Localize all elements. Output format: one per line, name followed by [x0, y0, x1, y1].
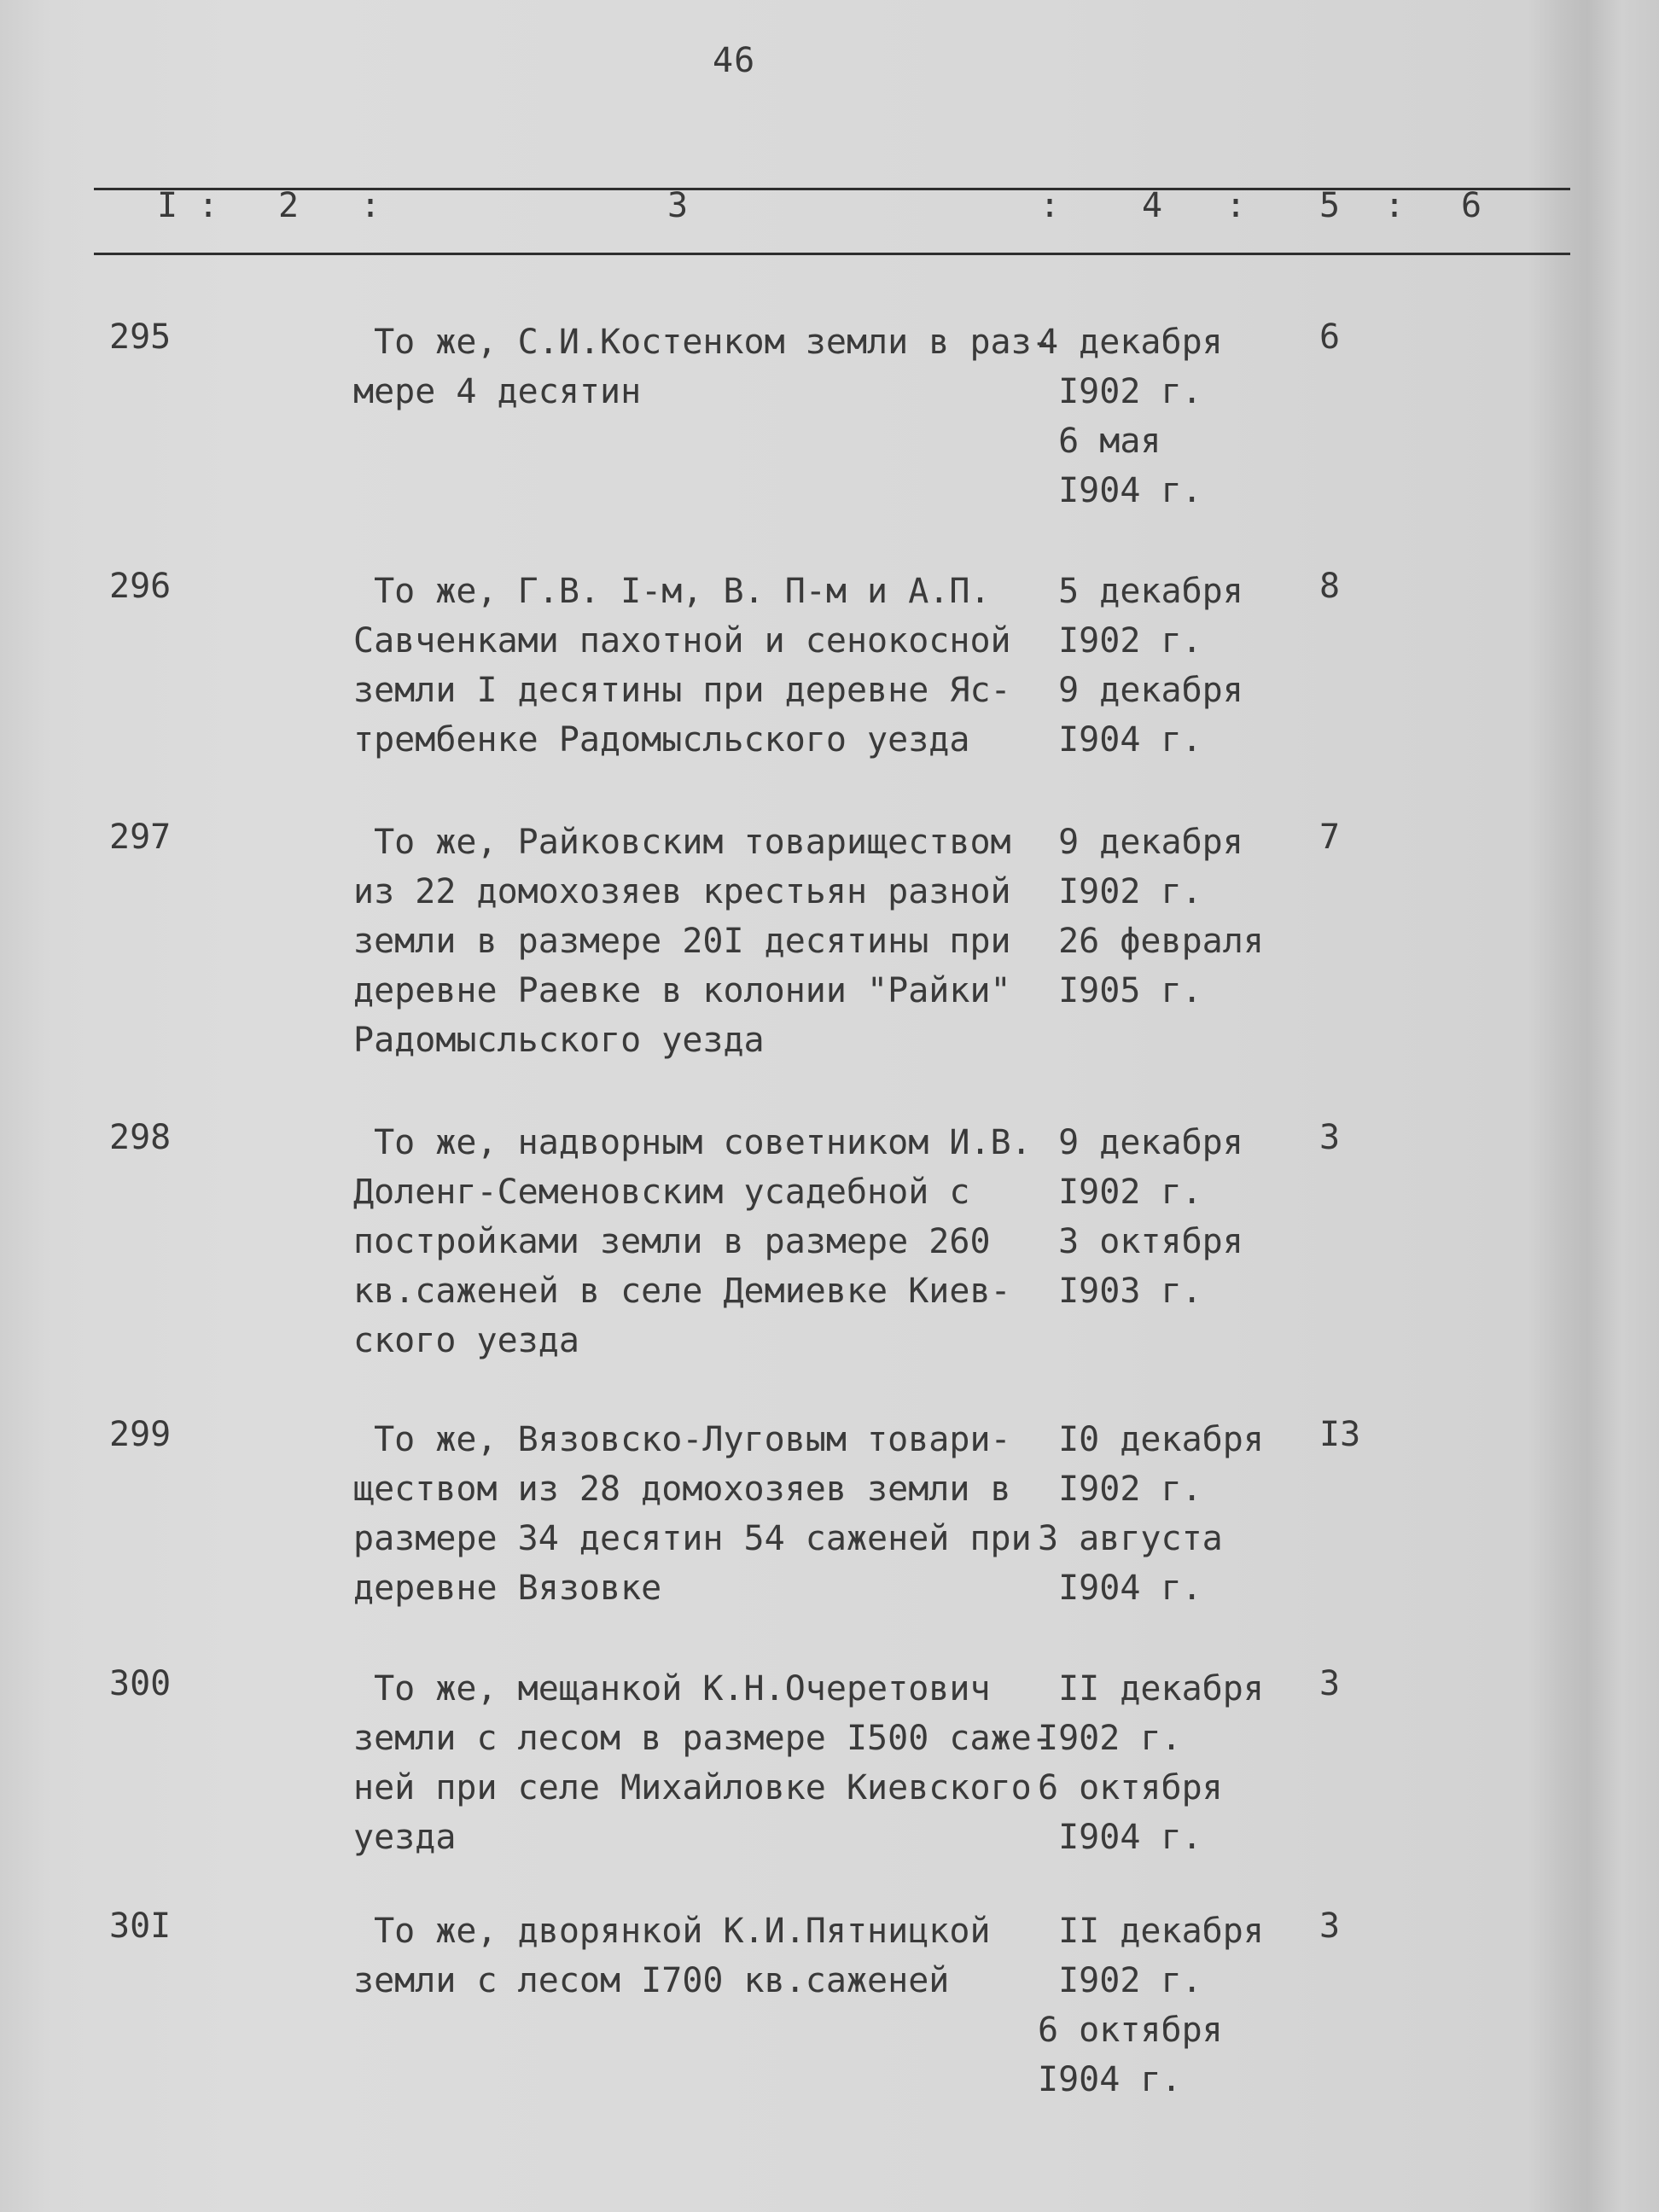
- row-description: [353, 317, 1052, 416]
- date-line: 5 декабря: [1038, 572, 1243, 611]
- date-line: 3 октября: [1038, 1222, 1243, 1261]
- date-line: II декабря: [1038, 1669, 1264, 1708]
- description-line: из 22 домохозяев крестьян разной: [353, 872, 1011, 911]
- row-description: [353, 1664, 1052, 1862]
- date-line: I904 г.: [1038, 471, 1202, 510]
- header-col-5: 5: [1319, 186, 1341, 225]
- row-description: [353, 1415, 1032, 1613]
- description-line: трембенке Радомысльского уезда: [353, 720, 970, 760]
- row-number: 299: [109, 1415, 172, 1454]
- row-dates: [1038, 1906, 1264, 2104]
- row-dates: [1038, 1415, 1264, 1613]
- header-bottom-rule: [94, 253, 1570, 255]
- row-leaves: 7: [1319, 818, 1341, 857]
- description-line: То же, Райковским товариществом: [353, 823, 1011, 862]
- row-leaves: 3: [1319, 1906, 1341, 1946]
- date-line: I902 г.: [1038, 1961, 1202, 2000]
- row-number: 300: [109, 1664, 172, 1703]
- date-line: I0 декабря: [1038, 1420, 1264, 1459]
- description-line: ществом из 28 домохозяев земли в: [353, 1470, 1011, 1509]
- date-line: 6 октября: [1038, 2011, 1223, 2050]
- description-line: земли I десятины при деревне Яс-: [353, 671, 1011, 710]
- description-line: мере 4 десятин: [353, 372, 642, 411]
- description-line: Радомысльского уезда: [353, 1021, 765, 1060]
- date-line: I903 г.: [1038, 1272, 1202, 1311]
- description-line: То же, дворянкой К.И.Пятницкой: [353, 1912, 991, 1951]
- row-description: [353, 567, 1027, 765]
- row-leaves: 3: [1319, 1118, 1341, 1157]
- page-number: 46: [713, 41, 756, 80]
- date-line: I904 г.: [1038, 1569, 1202, 1608]
- date-line: 6 мая: [1038, 422, 1161, 461]
- description-line: земли в размере 20I десятины при: [353, 922, 1011, 961]
- description-line: Доленг-Семеновским усадебной с: [353, 1173, 970, 1212]
- header-separator: :: [198, 186, 219, 225]
- date-line: I902 г.: [1038, 1470, 1202, 1509]
- row-dates: [1038, 1664, 1264, 1862]
- row-description: [353, 1118, 1032, 1365]
- header-col-1: I: [157, 186, 178, 225]
- header-top-rule: [94, 188, 1570, 190]
- date-line: 9 декабря: [1038, 1123, 1243, 1162]
- description-line: кв.саженей в селе Демиевке Киев-: [353, 1272, 1011, 1311]
- row-description: [353, 1906, 1027, 2005]
- description-line: земли с лесом в размере I500 саже-: [353, 1719, 1052, 1758]
- date-line: 9 декабря: [1038, 671, 1243, 710]
- row-number: 295: [109, 317, 172, 357]
- row-number: 298: [109, 1118, 172, 1157]
- date-line: I905 г.: [1038, 971, 1202, 1010]
- header-separator: :: [1225, 186, 1247, 225]
- description-line: деревне Раевке в колонии "Райки": [353, 971, 1011, 1010]
- row-number: 30I: [109, 1906, 172, 1946]
- date-line: I904 г.: [1038, 2060, 1182, 2099]
- description-line: размере 34 десятин 54 саженей при: [353, 1519, 1032, 1558]
- description-line: ней при селе Михайловке Киевского: [353, 1768, 1032, 1807]
- header-col-3: 3: [667, 186, 689, 225]
- row-number: 297: [109, 818, 172, 857]
- description-line: уезда: [353, 1818, 457, 1857]
- description-line: земли с лесом I700 кв.саженей: [353, 1961, 950, 2000]
- row-dates: [1038, 818, 1264, 1016]
- row-dates: [1038, 1118, 1243, 1316]
- date-line: I902 г.: [1038, 872, 1202, 911]
- header-separator: :: [1384, 186, 1406, 225]
- header-separator: :: [360, 186, 381, 225]
- date-line: I904 г.: [1038, 720, 1202, 760]
- row-leaves: I3: [1319, 1415, 1361, 1454]
- date-line: I902 г.: [1038, 1173, 1202, 1212]
- description-line: То же, мещанкой К.Н.Очеретович: [353, 1669, 991, 1708]
- description-line: То же, надворным советником И.В.: [353, 1123, 1032, 1162]
- date-line: I902 г.: [1038, 372, 1202, 411]
- row-number: 296: [109, 567, 172, 606]
- date-line: 3 августа: [1038, 1519, 1223, 1558]
- date-line: I902 г.: [1038, 621, 1202, 661]
- row-leaves: 3: [1319, 1664, 1341, 1703]
- row-leaves: 6: [1319, 317, 1341, 357]
- date-line: 6 октября: [1038, 1768, 1223, 1807]
- description-line: То же, Г.В. I-м, В. П-м и А.П.: [353, 572, 991, 611]
- description-line: постройками земли в размере 260: [353, 1222, 991, 1261]
- description-line: Савченками пахотной и сенокосной: [353, 621, 1011, 661]
- date-line: II декабря: [1038, 1912, 1264, 1951]
- row-dates: [1038, 317, 1223, 515]
- date-line: I904 г.: [1038, 1818, 1202, 1857]
- row-dates: [1038, 567, 1243, 765]
- header-col-4: 4: [1142, 186, 1163, 225]
- description-line: То же, С.И.Костенком земли в раз-: [353, 323, 1052, 362]
- date-line: 9 декабря: [1038, 823, 1243, 862]
- row-leaves: 8: [1319, 567, 1341, 606]
- row-description: [353, 818, 1027, 1065]
- header-col-2: 2: [278, 186, 300, 225]
- date-line: I902 г.: [1038, 1719, 1182, 1758]
- description-line: деревне Вязовке: [353, 1569, 662, 1608]
- date-line: 4 декабря: [1038, 323, 1223, 362]
- header-separator: :: [1039, 186, 1061, 225]
- description-line: ского уезда: [353, 1321, 579, 1360]
- date-line: 26 февраля: [1038, 922, 1264, 961]
- description-line: То же, Вязовско-Луговым товари-: [353, 1420, 1011, 1459]
- header-col-6: 6: [1461, 186, 1482, 225]
